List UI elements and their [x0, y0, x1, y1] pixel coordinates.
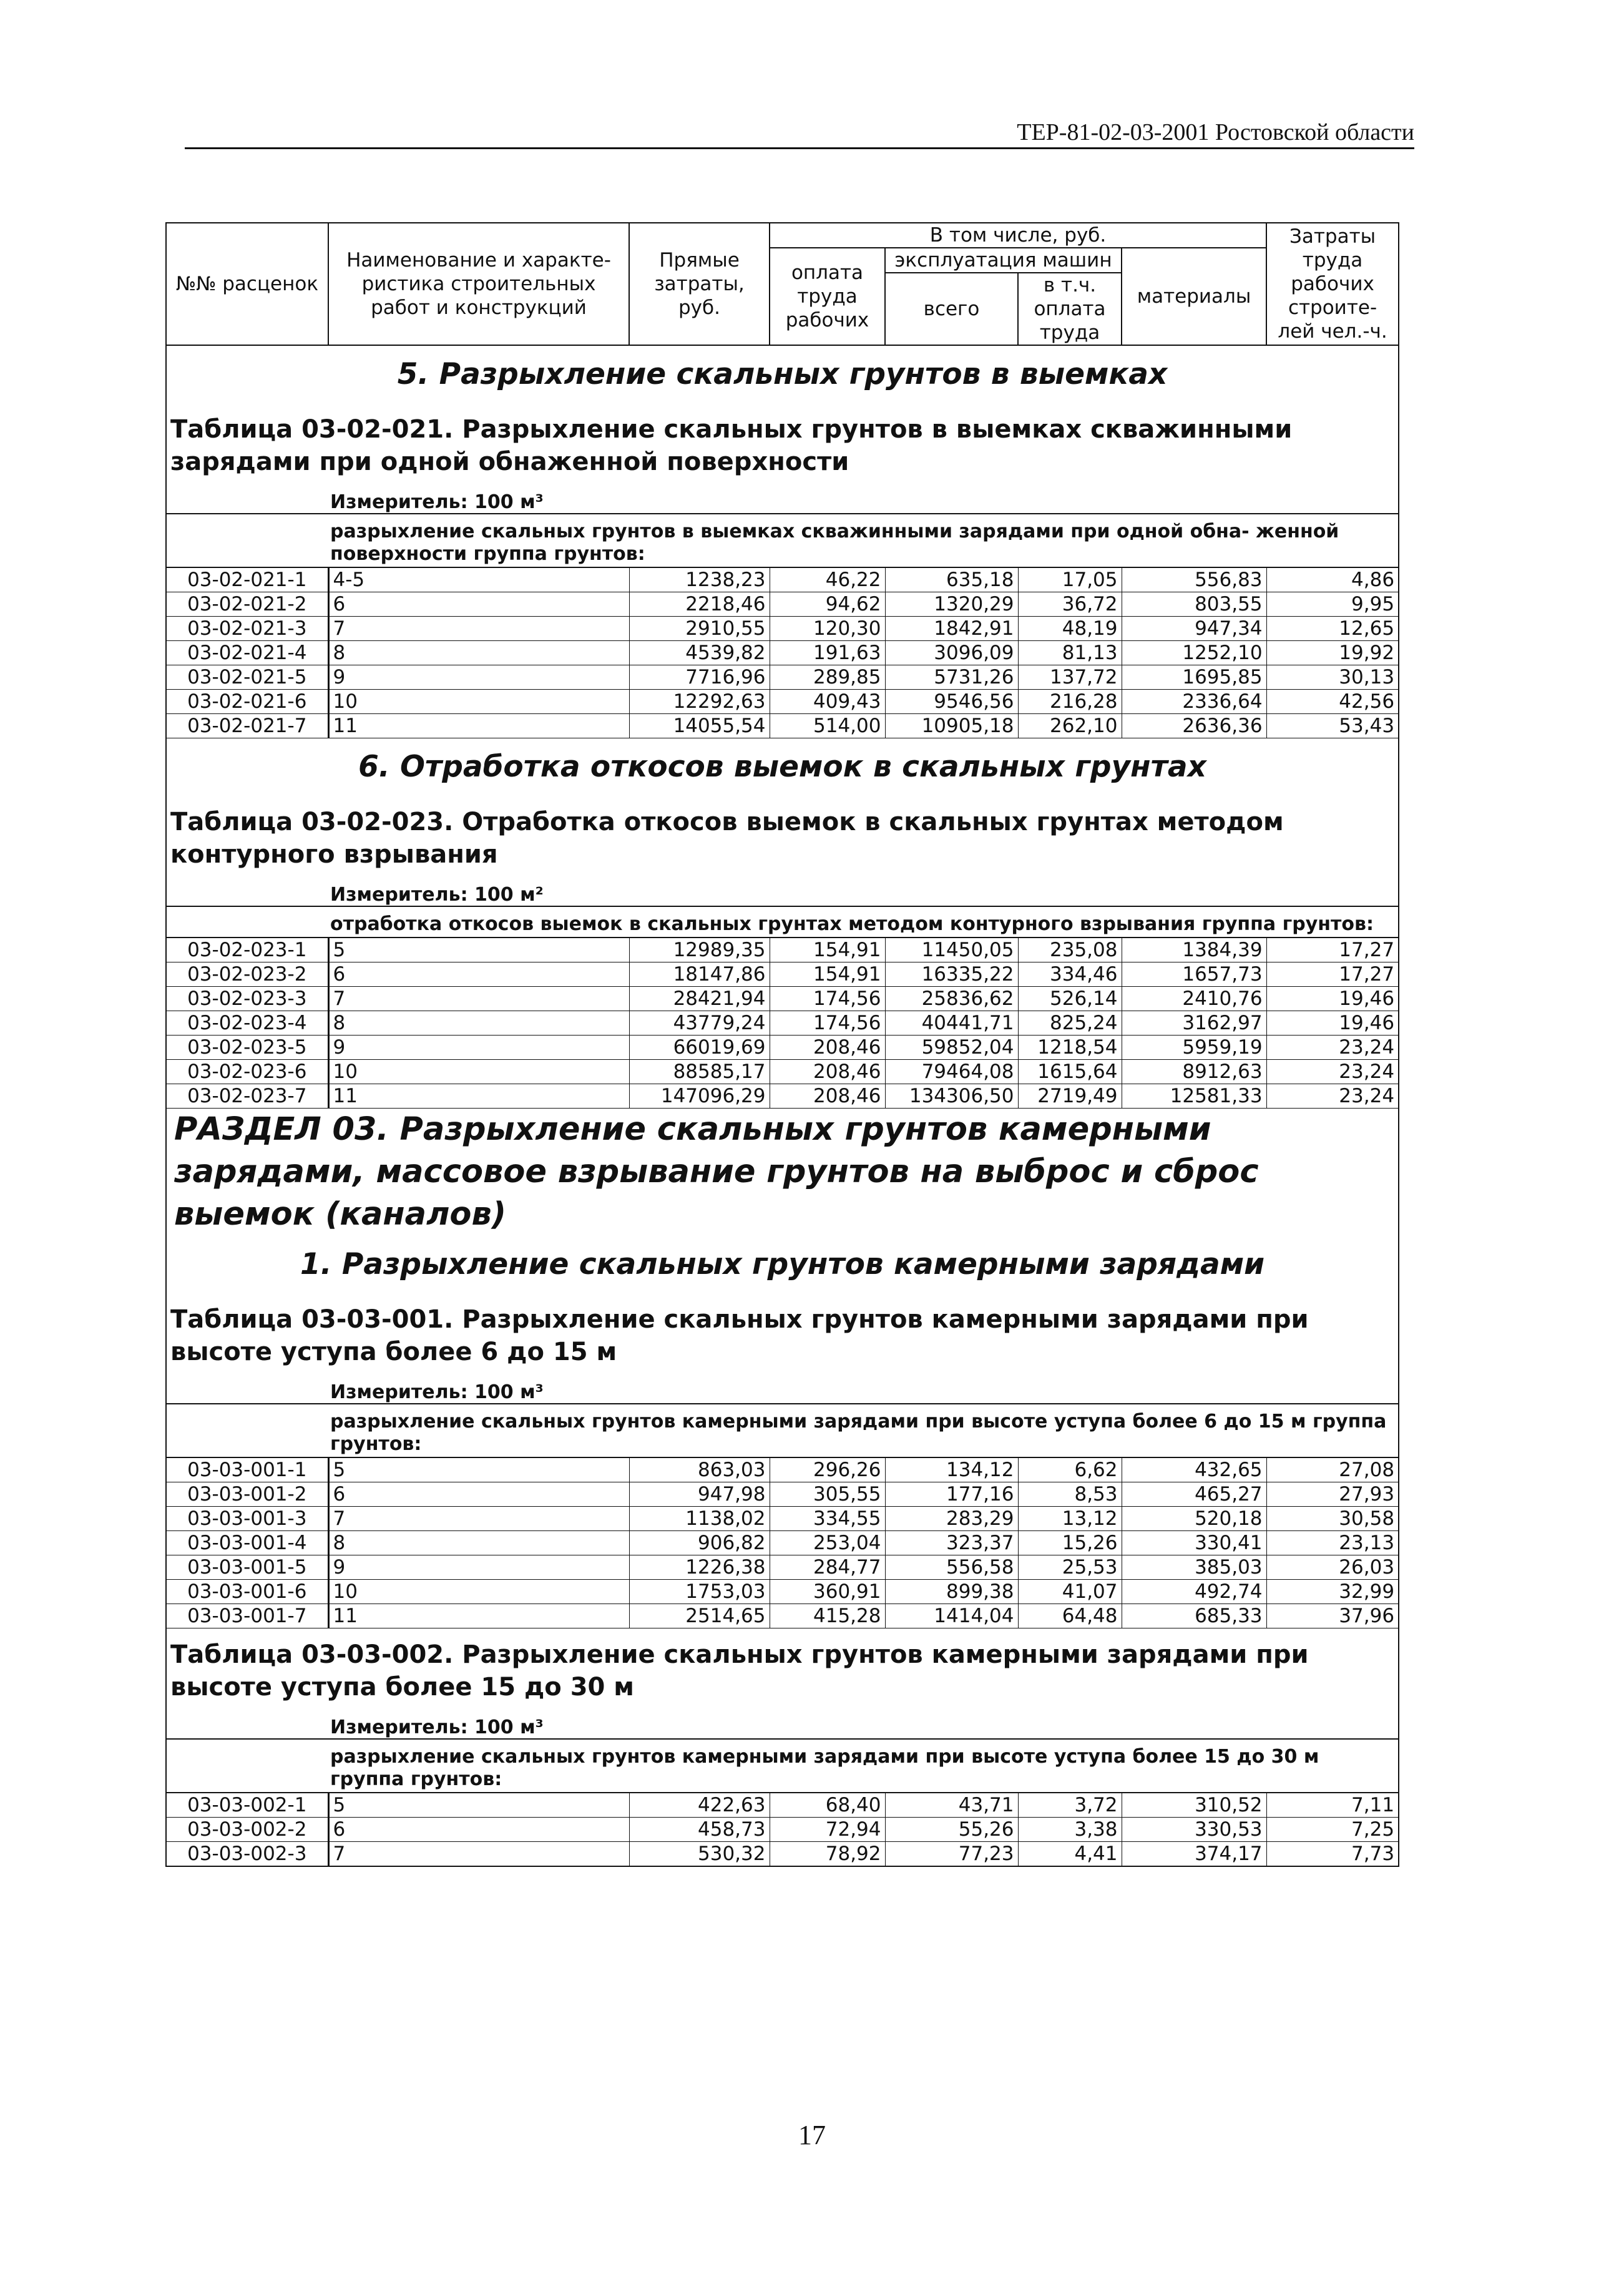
- cell-machines-total: 79464,08: [885, 1060, 1018, 1084]
- cell-wages: 68,40: [770, 1793, 885, 1818]
- cell-machines-total: 40441,71: [885, 1011, 1018, 1036]
- cell-direct-cost: 863,03: [629, 1457, 770, 1482]
- cell-machines-total: 5731,26: [885, 665, 1018, 690]
- column-header-labor: Затраты труда рабочих строите- лей чел.-ч.: [1266, 223, 1399, 345]
- cell-machines-wages: 6,62: [1018, 1457, 1122, 1482]
- table-row: [166, 1842, 1399, 1867]
- cell-direct-cost: 4539,82: [629, 641, 770, 665]
- table-title-text: Таблица 03-02-023. Отработка откосов выемок в скальных грунтах методом контурного взрывания: [170, 808, 1284, 869]
- cell-code: 03-03-001-3: [166, 1507, 328, 1531]
- cell-materials: 947,34: [1122, 617, 1266, 641]
- cell-materials: 2410,76: [1122, 987, 1266, 1011]
- unit-row: [166, 481, 1399, 514]
- table-row: [166, 987, 1399, 1011]
- cell-machines-wages: 36,72: [1018, 592, 1122, 617]
- cell-labor: 7,73: [1266, 1842, 1399, 1867]
- cell-soil-group: 8: [328, 1531, 629, 1555]
- cell-machines-wages: 15,26: [1018, 1531, 1122, 1555]
- cell-machines-wages: 25,53: [1018, 1555, 1122, 1580]
- cell-soil-group: 11: [328, 1084, 629, 1109]
- cell-wages: 360,91: [770, 1580, 885, 1604]
- cell-soil-group: 6: [328, 592, 629, 617]
- cell-soil-group: 10: [328, 1060, 629, 1084]
- chapter-title-text: РАЗДЕЛ 03. Разрыхление скальных грунтов камерными зарядами, массовое взрывание грунтов на выброс и сброс выемок (каналов): [174, 1111, 1259, 1233]
- table-row: [166, 1793, 1399, 1818]
- cell-labor: 7,25: [1266, 1818, 1399, 1842]
- cell-machines-total: 16335,22: [885, 962, 1018, 987]
- cell-labor: 17,27: [1266, 962, 1399, 987]
- cell-materials: 1252,10: [1122, 641, 1266, 665]
- cell-direct-cost: 458,73: [629, 1818, 770, 1842]
- cell-soil-group: 10: [328, 690, 629, 714]
- cell-wages: 191,63: [770, 641, 885, 665]
- cell-machines-total: 134306,50: [885, 1084, 1018, 1109]
- cell-labor: 30,58: [1266, 1507, 1399, 1531]
- table-row: [166, 1507, 1399, 1531]
- cell-machines-wages: 334,46: [1018, 962, 1122, 987]
- table-title-text: Таблица 03-03-001. Разрыхление скальных грунтов камерными зарядами при высоте уступа более 6 до 15 м: [170, 1305, 1309, 1366]
- cell-machines-wages: 216,28: [1018, 690, 1122, 714]
- section-title: [166, 1236, 1399, 1293]
- table-row: [166, 592, 1399, 617]
- description-row: [166, 906, 1399, 938]
- cell-soil-group: 5: [328, 1793, 629, 1818]
- cell-code: 03-02-023-7: [166, 1084, 328, 1109]
- table-row: [166, 567, 1399, 592]
- section-title-text: 5. Разрыхление скальных грунтов в выемках: [397, 357, 1168, 391]
- section-title-text: 1. Разрыхление скальных грунтов камерными зарядами: [300, 1247, 1265, 1281]
- cell-code: 03-03-001-1: [166, 1457, 328, 1482]
- cell-labor: 23,24: [1266, 1084, 1399, 1109]
- cell-machines-wages: 13,12: [1018, 1507, 1122, 1531]
- cell-wages: 253,04: [770, 1531, 885, 1555]
- cell-materials: 803,55: [1122, 592, 1266, 617]
- chapter-title: [166, 1109, 1399, 1236]
- cell-code: 03-03-002-1: [166, 1793, 328, 1818]
- cell-wages: 208,46: [770, 1036, 885, 1060]
- table-row: [166, 1604, 1399, 1628]
- cell-code: 03-02-021-5: [166, 665, 328, 690]
- cell-labor: 9,95: [1266, 592, 1399, 617]
- table-row: [166, 617, 1399, 641]
- cell-wages: 72,94: [770, 1818, 885, 1842]
- table-row: [166, 962, 1399, 987]
- description-text: разрыхление скальных грунтов в выемках скважинными зарядами при одной обна- женной поверхности группа грунтов:: [166, 514, 1399, 567]
- cell-soil-group: 8: [328, 1011, 629, 1036]
- cell-soil-group: 7: [328, 987, 629, 1011]
- cell-direct-cost: 43779,24: [629, 1011, 770, 1036]
- cell-code: 03-02-021-2: [166, 592, 328, 617]
- cell-machines-wages: 235,08: [1018, 938, 1122, 962]
- cell-machines-wages: 41,07: [1018, 1580, 1122, 1604]
- unit-row: [166, 1706, 1399, 1739]
- cell-machines-total: 3096,09: [885, 641, 1018, 665]
- cell-machines-total: 9546,56: [885, 690, 1018, 714]
- table-row: [166, 1060, 1399, 1084]
- cell-code: 03-02-023-4: [166, 1011, 328, 1036]
- cell-direct-cost: 66019,69: [629, 1036, 770, 1060]
- cell-machines-total: 43,71: [885, 1793, 1018, 1818]
- table-row: [166, 1457, 1399, 1482]
- cell-wages: 289,85: [770, 665, 885, 690]
- table-row: [166, 938, 1399, 962]
- cell-materials: 330,53: [1122, 1818, 1266, 1842]
- cell-machines-total: 1320,29: [885, 592, 1018, 617]
- document-code: ТЕР-81-02-03-2001 Ростовской области: [1017, 119, 1414, 145]
- table-row: [166, 1818, 1399, 1842]
- column-header-name: Наименование и характе- ристика строительных работ и конструкций: [328, 223, 629, 345]
- cell-soil-group: 5: [328, 938, 629, 962]
- cell-machines-total: 899,38: [885, 1580, 1018, 1604]
- cell-wages: 284,77: [770, 1555, 885, 1580]
- column-header-machines-wages: в т.ч. оплата труда: [1018, 273, 1122, 345]
- cell-wages: 120,30: [770, 617, 885, 641]
- cell-wages: 94,62: [770, 592, 885, 617]
- unit-text: Измеритель: 100 м³: [166, 481, 1399, 514]
- cell-code: 03-03-001-7: [166, 1604, 328, 1628]
- table-title: [166, 1628, 1399, 1706]
- cell-machines-total: 11450,05: [885, 938, 1018, 962]
- unit-text: Измеритель: 100 м³: [166, 1371, 1399, 1404]
- cell-labor: 53,43: [1266, 714, 1399, 738]
- unit-row: [166, 1371, 1399, 1404]
- cell-machines-wages: 825,24: [1018, 1011, 1122, 1036]
- cell-machines-total: 323,37: [885, 1531, 1018, 1555]
- cell-direct-cost: 12989,35: [629, 938, 770, 962]
- cell-labor: 7,11: [1266, 1793, 1399, 1818]
- cell-machines-total: 134,12: [885, 1457, 1018, 1482]
- description-text: отработка откосов выемок в скальных грунтах методом контурного взрывания группа грунтов:: [166, 906, 1399, 938]
- table-row: [166, 1036, 1399, 1060]
- cell-direct-cost: 7716,96: [629, 665, 770, 690]
- cell-machines-wages: 526,14: [1018, 987, 1122, 1011]
- cell-materials: 310,52: [1122, 1793, 1266, 1818]
- description-text: разрыхление скальных грунтов камерными зарядами при высоте уступа более 15 до 30 м группа грунтов:: [166, 1739, 1399, 1793]
- cell-materials: 1695,85: [1122, 665, 1266, 690]
- cell-materials: 8912,63: [1122, 1060, 1266, 1084]
- unit-text: Измеритель: 100 м²: [166, 873, 1399, 906]
- cell-machines-wages: 17,05: [1018, 567, 1122, 592]
- cell-machines-total: 283,29: [885, 1507, 1018, 1531]
- cell-direct-cost: 2514,65: [629, 1604, 770, 1628]
- column-header-machines-total: всего: [885, 273, 1018, 345]
- cell-code: 03-02-021-7: [166, 714, 328, 738]
- cell-materials: 374,17: [1122, 1842, 1266, 1867]
- cell-machines-wages: 81,13: [1018, 641, 1122, 665]
- cell-labor: 27,93: [1266, 1482, 1399, 1507]
- cell-machines-total: 556,58: [885, 1555, 1018, 1580]
- cell-direct-cost: 14055,54: [629, 714, 770, 738]
- cell-code: 03-03-002-3: [166, 1842, 328, 1867]
- cell-labor: 23,24: [1266, 1036, 1399, 1060]
- cell-machines-wages: 1615,64: [1018, 1060, 1122, 1084]
- cell-labor: 27,08: [1266, 1457, 1399, 1482]
- cell-soil-group: 4-5: [328, 567, 629, 592]
- cell-soil-group: 9: [328, 1036, 629, 1060]
- column-header-machines: эксплуатация машин: [885, 248, 1122, 273]
- cell-code: 03-02-021-6: [166, 690, 328, 714]
- cell-code: 03-03-001-2: [166, 1482, 328, 1507]
- table-row: [166, 1084, 1399, 1109]
- cell-wages: 174,56: [770, 1011, 885, 1036]
- cell-labor: 23,13: [1266, 1531, 1399, 1555]
- cell-materials: 330,41: [1122, 1531, 1266, 1555]
- table-title-text: Таблица 03-03-002. Разрыхление скальных грунтов камерными зарядами при высоте уступа более 15 до 30 м: [170, 1640, 1309, 1702]
- cell-direct-cost: 1238,23: [629, 567, 770, 592]
- cell-soil-group: 8: [328, 641, 629, 665]
- cell-machines-total: 77,23: [885, 1842, 1018, 1867]
- cell-direct-cost: 530,32: [629, 1842, 770, 1867]
- cell-code: 03-03-001-5: [166, 1555, 328, 1580]
- cell-direct-cost: 1138,02: [629, 1507, 770, 1531]
- cell-soil-group: 7: [328, 617, 629, 641]
- cell-materials: 385,03: [1122, 1555, 1266, 1580]
- cell-soil-group: 6: [328, 1818, 629, 1842]
- cell-machines-wages: 48,19: [1018, 617, 1122, 641]
- cell-code: 03-03-001-6: [166, 1580, 328, 1604]
- cell-labor: 37,96: [1266, 1604, 1399, 1628]
- column-header-materials: материалы: [1122, 248, 1266, 345]
- cell-code: 03-03-001-4: [166, 1531, 328, 1555]
- cell-wages: 296,26: [770, 1457, 885, 1482]
- cell-machines-wages: 3,72: [1018, 1793, 1122, 1818]
- column-header-direct: Прямые затраты, руб.: [629, 223, 770, 345]
- table-title-text: Таблица 03-02-021. Разрыхление скальных грунтов в выемках скважинными зарядами при одной обнаженной поверхности: [170, 415, 1293, 476]
- cell-direct-cost: 18147,86: [629, 962, 770, 987]
- cell-machines-total: 177,16: [885, 1482, 1018, 1507]
- cell-direct-cost: 422,63: [629, 1793, 770, 1818]
- cell-materials: 12581,33: [1122, 1084, 1266, 1109]
- cell-machines-wages: 64,48: [1018, 1604, 1122, 1628]
- unit-text: Измеритель: 100 м³: [166, 1706, 1399, 1739]
- cell-machines-wages: 262,10: [1018, 714, 1122, 738]
- cell-machines-total: 25836,62: [885, 987, 1018, 1011]
- cell-labor: 12,65: [1266, 617, 1399, 641]
- cell-materials: 465,27: [1122, 1482, 1266, 1507]
- table-row: [166, 1011, 1399, 1036]
- table-row: [166, 1531, 1399, 1555]
- cell-wages: 415,28: [770, 1604, 885, 1628]
- table-row: [166, 1555, 1399, 1580]
- cell-wages: 514,00: [770, 714, 885, 738]
- cell-materials: 492,74: [1122, 1580, 1266, 1604]
- cell-wages: 78,92: [770, 1842, 885, 1867]
- cell-soil-group: 11: [328, 714, 629, 738]
- cell-machines-total: 1414,04: [885, 1604, 1018, 1628]
- cell-direct-cost: 88585,17: [629, 1060, 770, 1084]
- cell-direct-cost: 12292,63: [629, 690, 770, 714]
- cell-labor: 26,03: [1266, 1555, 1399, 1580]
- cell-machines-wages: 137,72: [1018, 665, 1122, 690]
- cell-labor: 19,46: [1266, 1011, 1399, 1036]
- cell-materials: 432,65: [1122, 1457, 1266, 1482]
- cell-materials: 556,83: [1122, 567, 1266, 592]
- table-row: [166, 1482, 1399, 1507]
- description-row: [166, 514, 1399, 567]
- cell-direct-cost: 2218,46: [629, 592, 770, 617]
- unit-row: [166, 873, 1399, 906]
- cell-direct-cost: 147096,29: [629, 1084, 770, 1109]
- cell-soil-group: 10: [328, 1580, 629, 1604]
- description-row: [166, 1404, 1399, 1457]
- cell-wages: 334,55: [770, 1507, 885, 1531]
- section-title: [166, 738, 1399, 796]
- cell-wages: 305,55: [770, 1482, 885, 1507]
- cell-machines-total: 59852,04: [885, 1036, 1018, 1060]
- page-number: 17: [798, 2120, 826, 2150]
- table-header-row: [166, 223, 1399, 248]
- cell-wages: 208,46: [770, 1060, 885, 1084]
- cell-machines-total: 55,26: [885, 1818, 1018, 1842]
- column-header-code: №№ расценок: [166, 223, 328, 345]
- cell-machines-wages: 1218,54: [1018, 1036, 1122, 1060]
- cell-materials: 2336,64: [1122, 690, 1266, 714]
- cell-code: 03-02-023-5: [166, 1036, 328, 1060]
- cell-code: 03-02-021-4: [166, 641, 328, 665]
- table-row: [166, 665, 1399, 690]
- cell-materials: 5959,19: [1122, 1036, 1266, 1060]
- table-title: [166, 403, 1399, 481]
- cell-materials: 1384,39: [1122, 938, 1266, 962]
- cell-soil-group: 7: [328, 1842, 629, 1867]
- cell-direct-cost: 947,98: [629, 1482, 770, 1507]
- cell-labor: 4,86: [1266, 567, 1399, 592]
- cell-code: 03-03-002-2: [166, 1818, 328, 1842]
- cell-machines-total: 10905,18: [885, 714, 1018, 738]
- cell-code: 03-02-023-6: [166, 1060, 328, 1084]
- cell-machines-wages: 2719,49: [1018, 1084, 1122, 1109]
- cell-code: 03-02-021-1: [166, 567, 328, 592]
- column-header-including: В том числе, руб.: [770, 223, 1266, 248]
- cell-labor: 32,99: [1266, 1580, 1399, 1604]
- cell-code: 03-02-023-1: [166, 938, 328, 962]
- cell-direct-cost: 1226,38: [629, 1555, 770, 1580]
- table-row: [166, 690, 1399, 714]
- cell-soil-group: 7: [328, 1507, 629, 1531]
- cell-wages: 409,43: [770, 690, 885, 714]
- section-title-text: 6. Отработка откосов выемок в скальных грунтах: [358, 750, 1206, 784]
- cell-materials: 520,18: [1122, 1507, 1266, 1531]
- cell-soil-group: 9: [328, 1555, 629, 1580]
- cell-machines-wages: 4,41: [1018, 1842, 1122, 1867]
- table-title: [166, 796, 1399, 873]
- cell-labor: 23,24: [1266, 1060, 1399, 1084]
- table-row: [166, 714, 1399, 738]
- description-row: [166, 1739, 1399, 1793]
- cell-labor: 17,27: [1266, 938, 1399, 962]
- cell-materials: 3162,97: [1122, 1011, 1266, 1036]
- cell-labor: 19,92: [1266, 641, 1399, 665]
- cell-direct-cost: 2910,55: [629, 617, 770, 641]
- document-header: [185, 119, 1414, 149]
- cell-soil-group: 9: [328, 665, 629, 690]
- cell-soil-group: 5: [328, 1457, 629, 1482]
- section-title: [166, 345, 1399, 403]
- cell-code: 03-02-023-2: [166, 962, 328, 987]
- cell-wages: 154,91: [770, 938, 885, 962]
- cell-machines-wages: 3,38: [1018, 1818, 1122, 1842]
- cell-code: 03-02-023-3: [166, 987, 328, 1011]
- cell-materials: 2636,36: [1122, 714, 1266, 738]
- cell-labor: 30,13: [1266, 665, 1399, 690]
- cell-direct-cost: 28421,94: [629, 987, 770, 1011]
- cell-materials: 1657,73: [1122, 962, 1266, 987]
- description-text: разрыхление скальных грунтов камерными зарядами при высоте уступа более 6 до 15 м группа грунтов:: [166, 1404, 1399, 1457]
- rates-table: [165, 222, 1399, 1867]
- table-row: [166, 641, 1399, 665]
- cell-materials: 685,33: [1122, 1604, 1266, 1628]
- cell-labor: 19,46: [1266, 987, 1399, 1011]
- column-header-wages: оплата труда рабочих: [770, 248, 885, 345]
- cell-machines-total: 1842,91: [885, 617, 1018, 641]
- cell-soil-group: 11: [328, 1604, 629, 1628]
- table-row: [166, 1580, 1399, 1604]
- cell-direct-cost: 906,82: [629, 1531, 770, 1555]
- cell-code: 03-02-021-3: [166, 617, 328, 641]
- cell-labor: 42,56: [1266, 690, 1399, 714]
- cell-wages: 174,56: [770, 987, 885, 1011]
- cell-soil-group: 6: [328, 962, 629, 987]
- cell-machines-total: 635,18: [885, 567, 1018, 592]
- cell-wages: 46,22: [770, 567, 885, 592]
- cell-wages: 208,46: [770, 1084, 885, 1109]
- cell-direct-cost: 1753,03: [629, 1580, 770, 1604]
- cell-wages: 154,91: [770, 962, 885, 987]
- cell-soil-group: 6: [328, 1482, 629, 1507]
- table-title: [166, 1293, 1399, 1371]
- cell-machines-wages: 8,53: [1018, 1482, 1122, 1507]
